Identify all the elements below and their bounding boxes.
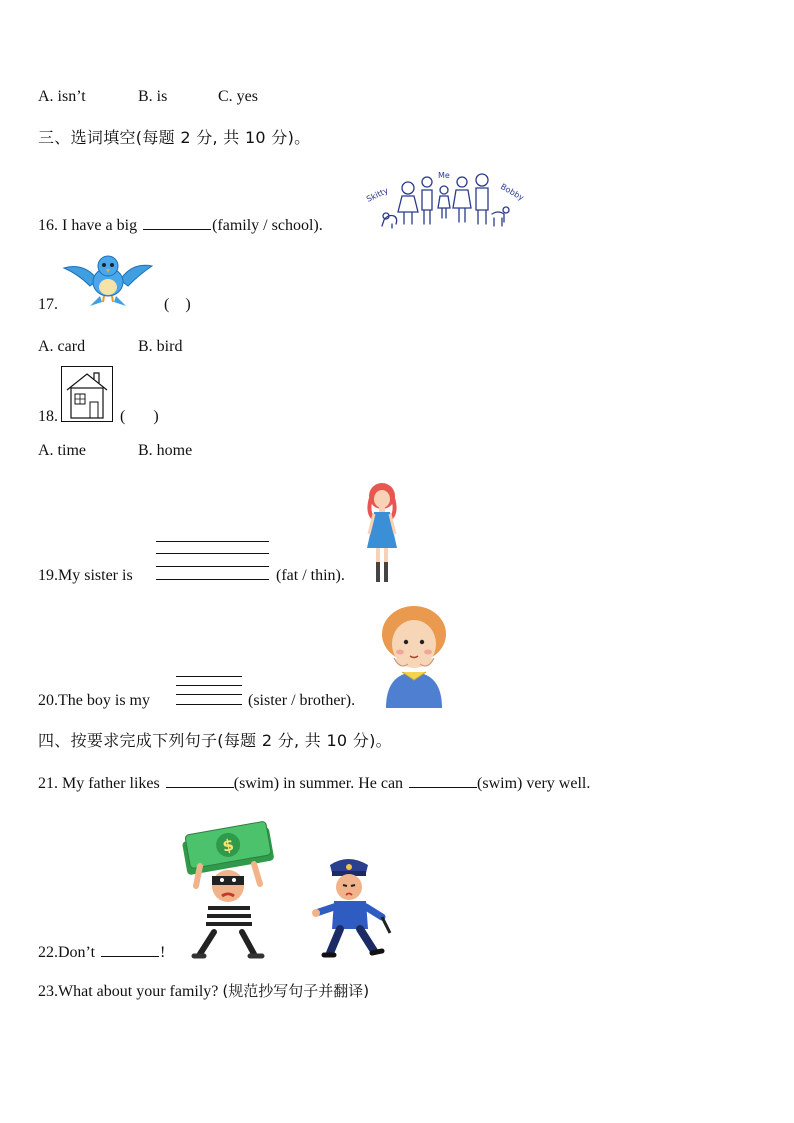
policeman-running-picture xyxy=(312,855,392,959)
section-4-heading: 四、按要求完成下列句子(每题 2 分, 共 10 分)。 xyxy=(38,731,392,750)
question-19: 19.My sister is xyxy=(38,567,133,584)
four-line-writing-grid[interactable] xyxy=(176,676,242,706)
question-20: 20.The boy is my xyxy=(38,692,150,709)
q15-options xyxy=(38,89,258,105)
q15-option-b[interactable]: B. is xyxy=(138,88,168,105)
question-text: My father likes xyxy=(62,775,160,792)
question-17 xyxy=(38,297,58,313)
image-label-bobby: Bobby xyxy=(499,181,526,203)
question-number: 21. xyxy=(38,775,58,792)
four-line-writing-grid[interactable] xyxy=(156,541,269,581)
image-label-skitty: Skitty xyxy=(365,185,390,204)
q18-options xyxy=(38,443,192,459)
answer-blank[interactable] xyxy=(143,229,211,230)
answer-blank-2[interactable] xyxy=(409,787,477,788)
image-label-me: Me xyxy=(438,171,450,180)
verb-hint-2: (swim) very well. xyxy=(477,775,591,792)
question-16 xyxy=(38,218,323,234)
question-number: 16. xyxy=(38,217,58,234)
question-text: 22.Don’t xyxy=(38,944,96,961)
dollar-sign: $ xyxy=(221,835,236,856)
question-23 xyxy=(38,984,369,1000)
verb-hint-1: (swim) in summer. He can xyxy=(233,775,404,792)
q17-option-b[interactable]: B. bird xyxy=(138,338,183,355)
answer-parentheses[interactable]: ( ) xyxy=(120,408,159,425)
family-illustration xyxy=(366,168,526,230)
question-number: 17. xyxy=(38,296,58,313)
boy-picture xyxy=(380,604,452,708)
house-picture xyxy=(61,366,113,422)
q18-option-a[interactable]: A. time xyxy=(38,442,86,459)
answer-blank[interactable] xyxy=(101,956,159,957)
question-22 xyxy=(38,945,165,961)
instruction: (规范抄写句子并翻译) xyxy=(222,982,370,1000)
q17-option-a[interactable]: A. card xyxy=(38,338,86,355)
bird-picture xyxy=(60,250,156,312)
thief-running-picture xyxy=(178,820,278,962)
word-choice-hint: (fat / thin). xyxy=(276,567,345,584)
section-3-heading: 三、选词填空(每题 2 分, 共 10 分)。 xyxy=(38,128,311,147)
question-21 xyxy=(38,776,590,792)
word-choice-hint: (sister / brother). xyxy=(248,692,356,709)
question-text: 23.What about your family? xyxy=(38,983,219,1000)
exclamation-mark: ! xyxy=(160,944,166,961)
q15-option-a[interactable]: A. isn’t xyxy=(38,88,86,105)
q15-option-c[interactable]: C. yes xyxy=(218,88,258,105)
q17-options xyxy=(38,339,182,355)
thin-girl-picture xyxy=(363,482,401,584)
question-text: I have a big xyxy=(62,217,138,234)
word-choice-hint: (family / school). xyxy=(212,217,323,234)
question-18 xyxy=(38,409,58,425)
q18-option-b[interactable]: B. home xyxy=(138,442,193,459)
answer-parentheses[interactable]: ( ) xyxy=(164,296,191,313)
answer-blank-1[interactable] xyxy=(166,787,234,788)
question-number: 18. xyxy=(38,408,58,425)
